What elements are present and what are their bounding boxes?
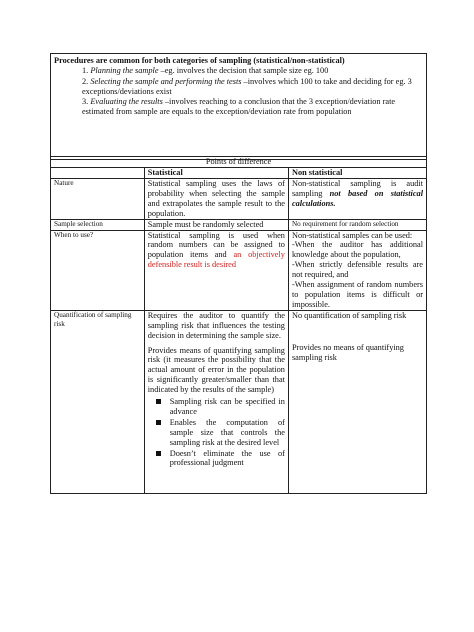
procedures-heading: Procedures are common for both categories of sampling (statistical/non-statistical) [54,56,345,65]
procedures-table [50,53,427,160]
list-item: Sampling risk can be specified in advance [170,397,285,417]
procedures-cell [51,54,427,160]
procedure-step-3: 3. Evaluating the results –involves reaching to a conclusion that the 3 exception/deviation rate estimated from sample are equals to the exception/deviation rate from population [82,97,396,117]
procedure-phase-name: Planning the sample [90,66,159,76]
row-sample-selection [51,219,427,230]
quantification-non-statistical: No quantification of sampling risk Provides no means of quantifying sampling risk [288,310,426,494]
list-item: Doesn’t eliminate the use of professional judgment [170,449,285,469]
bullet-list [148,397,285,468]
row-nature [51,179,427,220]
procedure-phase-name: Selecting the sample and performing the tests [90,76,242,86]
nature-statistical: Statistical sampling uses the laws of probability when selecting the sample and extrapolates the sample result to the population. [144,179,288,220]
row-label-nature: Nature [51,179,145,220]
when-statistical: Statistical sampling is used when random numbers can be assigned to population items and an objectively defensible result is desired [144,230,288,310]
row-quantification [51,310,427,494]
header-blank-cell [51,168,145,179]
row-label-when-to-use: When to use? [51,230,145,310]
square-bullet-icon [156,420,161,425]
points-of-difference-title: Points of difference [51,157,427,168]
header-statistical: Statistical [144,168,288,179]
list-item: -When assignment of random numbers to population items is difficult or impossible. [291,280,423,309]
emphasis-text: not based on statistical calculations. [291,188,423,208]
selection-statistical: Sample must be randomly selected [144,219,288,230]
procedure-phase-name: Evaluating the results [90,97,163,107]
list-item: Enables the computation of sample size that controls the sampling risk at the desired level [170,418,285,448]
header-non-statistical: Non statistical [288,168,426,179]
highlighted-text: an objectively defensible result is desired [147,250,285,270]
nature-non-statistical: Non-statistical sampling is audit sampling not based on statistical calculations. [288,179,426,220]
procedure-step-1: 1. Planning the sample –eg. involves the decision that sample size eg. 100 [82,66,329,76]
row-label-sample-selection: Sample selection [51,219,145,230]
procedure-step-2: 2. Selecting the sample and performing the tests –involves which 100 to take and deciding for eg. 3 exceptions/deviations exist [82,76,412,96]
selection-non-statistical: No requirement for random selection [288,219,426,230]
quantification-statistical: Requires the auditor to quantify the sampling risk that influences the testing decision in determining the sample size. Provides means of quantifying sampling risk (it measures the possibility that the actual amount of error in the population is significantly greater/smaller than that indicated by the results of the sample) Sampling risk can be specified in advance Enables the computation of sample size that controls the sampling risk at the desired level Doesn’t eliminate the use of professional judgment [144,310,288,494]
row-when-to-use [51,230,427,310]
list-item: -When the auditor has additional knowledge about the population, [291,240,423,260]
row-label-quantification: Quantification of sampling risk [51,310,145,494]
square-bullet-icon [156,399,161,404]
square-bullet-icon [156,451,161,456]
differences-table [50,156,427,494]
list-item: -When strictly defensible results are not required, and [291,260,423,280]
when-non-statistical: Non-statistical samples can be used: -When the auditor has additional knowledge about the population, -When strictly defensible results are not required, and -When assignment of random numbers to population items is difficult or impossible. [288,230,426,310]
